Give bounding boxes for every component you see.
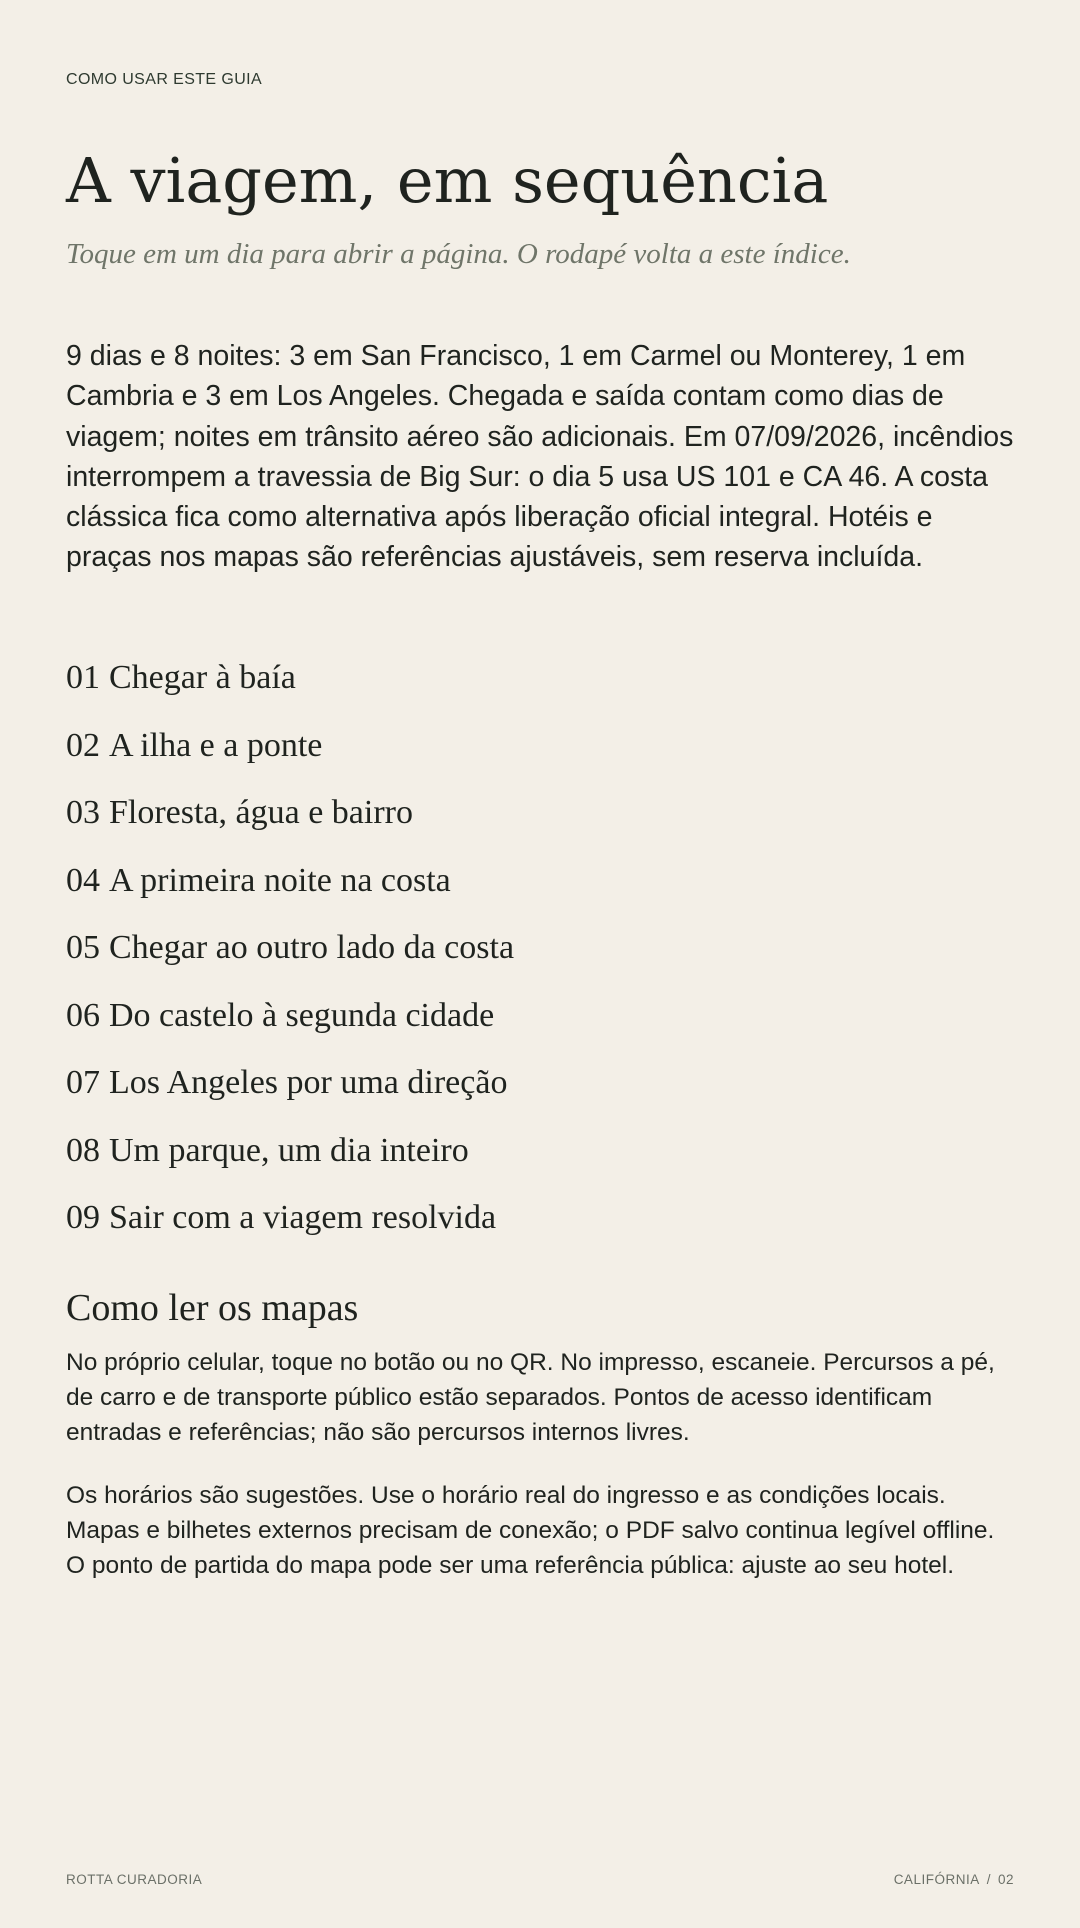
footer-page-number: 02 (997, 1872, 1014, 1887)
day-title: A ilha e a ponte (109, 726, 323, 764)
day-link-09[interactable] (66, 1190, 514, 1258)
day-number: 09 (66, 1199, 100, 1236)
maps-paragraph-1: No próprio celular, toque no botão ou no QR. No impresso, escaneie. Percursos a pé, de carro e de transporte público estão separados. Pontos de acesso identificam entradas e referências; não são percursos internos livres. (66, 1349, 995, 1446)
day-link-08[interactable] (66, 1123, 514, 1191)
day-number: 06 (66, 996, 100, 1034)
day-number: 02 (66, 726, 100, 764)
day-link-02[interactable] (66, 718, 514, 786)
day-number: 08 (66, 1131, 100, 1169)
day-title: Um parque, um dia inteiro (109, 1131, 469, 1169)
day-title: Chegar à baía (109, 659, 296, 696)
eyebrow-label: COMO USAR ESTE GUIA (66, 71, 263, 88)
page-title: A viagem, em sequência (66, 144, 829, 217)
day-link-03[interactable] (66, 785, 514, 853)
day-number: 07 (66, 1064, 100, 1101)
footer-brand: ROTTA CURADORIA (66, 1872, 203, 1887)
footer-destination: CALIFÓRNIA (893, 1872, 980, 1887)
day-number: 01 (66, 659, 100, 696)
page-subtitle: Toque em um dia para abrir a página. O rodapé volta a este índice. (66, 238, 851, 270)
day-title: Floresta, água e bairro (109, 794, 413, 831)
footer-separator: / (986, 1872, 991, 1887)
day-link-07[interactable] (66, 1055, 514, 1123)
day-link-04[interactable] (66, 853, 514, 921)
day-title: Sair com a viagem resolvida (109, 1199, 497, 1236)
day-title: Chegar ao outro lado da costa (109, 929, 515, 966)
day-number: 03 (66, 794, 100, 831)
day-title: Los Angeles por uma direção (109, 1064, 508, 1101)
day-link-05[interactable] (66, 920, 514, 988)
footer-index-link[interactable] (894, 1872, 1014, 1887)
day-number: 04 (66, 861, 100, 899)
maps-section-heading: Como ler os mapas (66, 1287, 359, 1329)
day-title: Do castelo à segunda cidade (109, 996, 495, 1034)
day-link-01[interactable] (66, 650, 514, 718)
day-link-06[interactable] (66, 988, 514, 1056)
day-index (66, 650, 514, 1258)
intro-paragraph: 9 dias e 8 noites: 3 em San Francisco, 1 em Carmel ou Monterey, 1 em Cambria e 3 em Los Angeles. Chegada e saída contam como dias de viagem; noites em trânsito aéreo são adicionais. Em 07/09/2026, incêndios interrompem a travessia de Big Sur: o dia 5 usa US 101 e CA 46. A costa clássica fica como alternativa após liberação oficial integral. Hotéis e praças nos mapas são referências ajustáveis, sem reserva incluída. (66, 340, 1014, 574)
day-number: 05 (66, 929, 100, 966)
day-title: A primeira noite na costa (109, 861, 451, 899)
maps-paragraph-2: Os horários são sugestões. Use o horário real do ingresso e as condições locais. Mapas e bilhetes externos precisam de conexão; o PDF salvo continua legível offline. O ponto de partida do mapa pode ser uma referência pública: ajuste ao seu hotel. (66, 1482, 995, 1579)
